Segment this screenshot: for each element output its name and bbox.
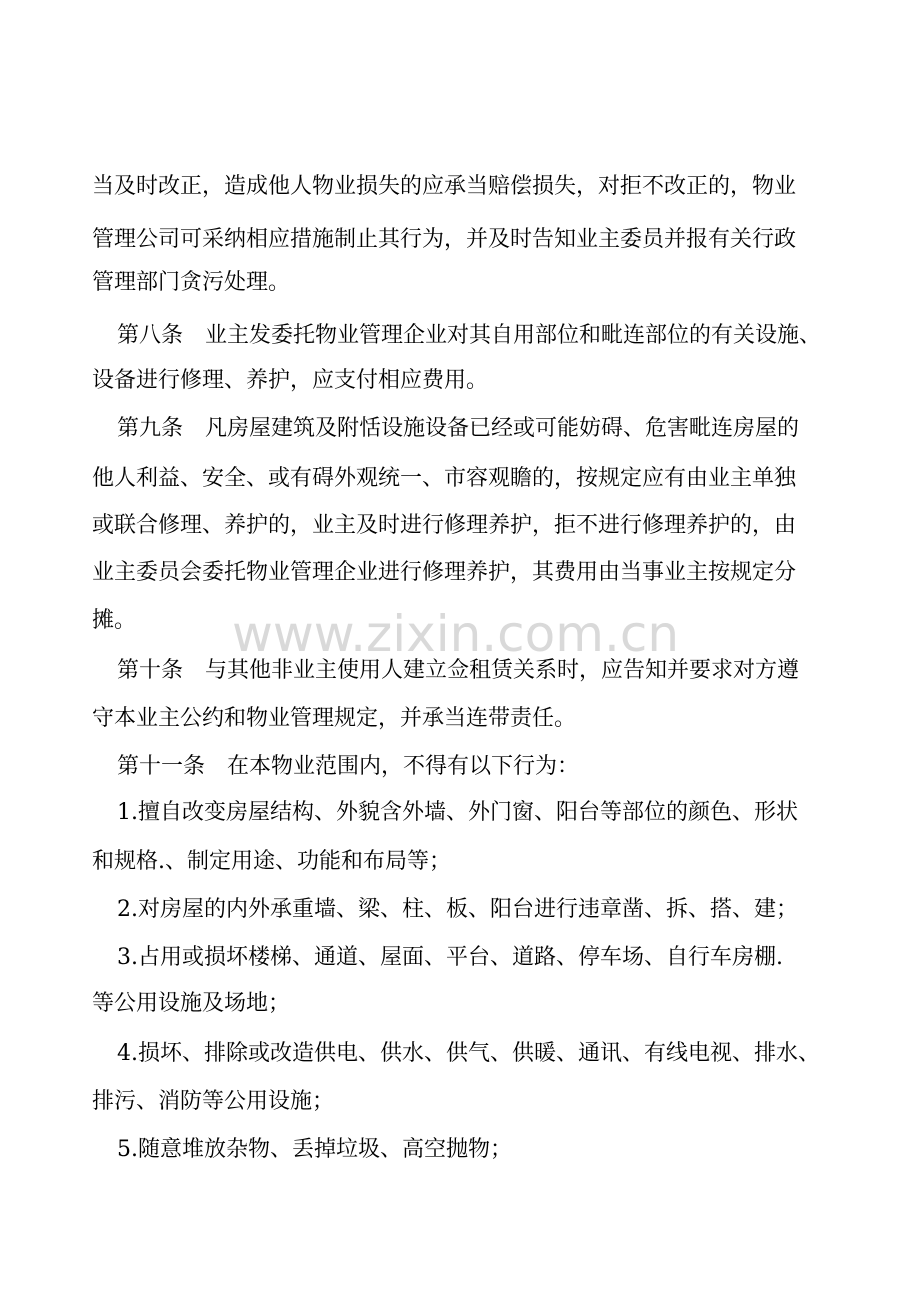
watermark: www.zixin.com.cn	[232, 605, 680, 663]
text-line: 2.对房屋的内外承重墙、梁、柱、板、阳台进行违章凿、拆、搭、建；	[117, 897, 798, 922]
text-line: 和规格.、制定用途、功能和布局等；	[92, 849, 451, 874]
text-line: 当及时改正，造成他人物业损失的应承当赔偿损失，对拒不改正的，物业	[92, 174, 797, 199]
text-line: 第八条 业主发委托物业管理企业对其自用部位和毗连部位的有关设施、	[117, 323, 822, 348]
text-line: 3.占用或损坏楼梯、通道、屋面、平台、道路、停车场、自行车房棚.	[117, 945, 783, 970]
text-line: 第十条 与其他非业主使用人建立佥租赁关系时，应告知并要求对方遵	[117, 658, 800, 683]
text-line: 1.擅自改变房屋结构、外貌含外墙、外门窗、阳台等部位的颜色、形状	[117, 800, 798, 825]
text-line: 第九条 凡房屋建筑及附恬设施设备已经或可能妨碍、危害毗连房屋的	[117, 416, 800, 441]
text-line: 业主委员会委托物业管理企业进行修理养护，其费用由当事业主按规定分	[92, 560, 797, 585]
text-line: 5.随意堆放杂物、丢掉垃圾、高空抛物；	[117, 1137, 512, 1162]
text-line: 管理部门贪污处理。	[92, 270, 291, 295]
text-line: 他人利益、安全、或有碍外观统一、市容观瞻的，按规定应有由业主单独	[92, 466, 797, 491]
text-line: 管理公司可采纳相应措施制止其行为，并及时告知业主委员并报有关行政	[92, 227, 797, 252]
text-line: 或联合修理、养护的，业主及时进行修理养护，拒不进行修理养护的，由	[92, 513, 797, 538]
text-line: 排污、消防等公用设施；	[92, 1089, 335, 1114]
text-line: 第十一条 在本物业范围内，不得有以下行为：	[117, 754, 580, 779]
text-line: 等公用设施及场地；	[92, 991, 291, 1016]
text-line: 设备进行修理、养护，应支付相应费用。	[92, 368, 489, 393]
text-line: 4.损坏、排除或改造供电、供水、供气、供暖、通讯、有线电视、排水、	[117, 1041, 820, 1066]
text-line: 守本业主公约和物业管理规定，并承当连带责任。	[92, 706, 577, 731]
text-line: 摊。	[92, 608, 137, 633]
